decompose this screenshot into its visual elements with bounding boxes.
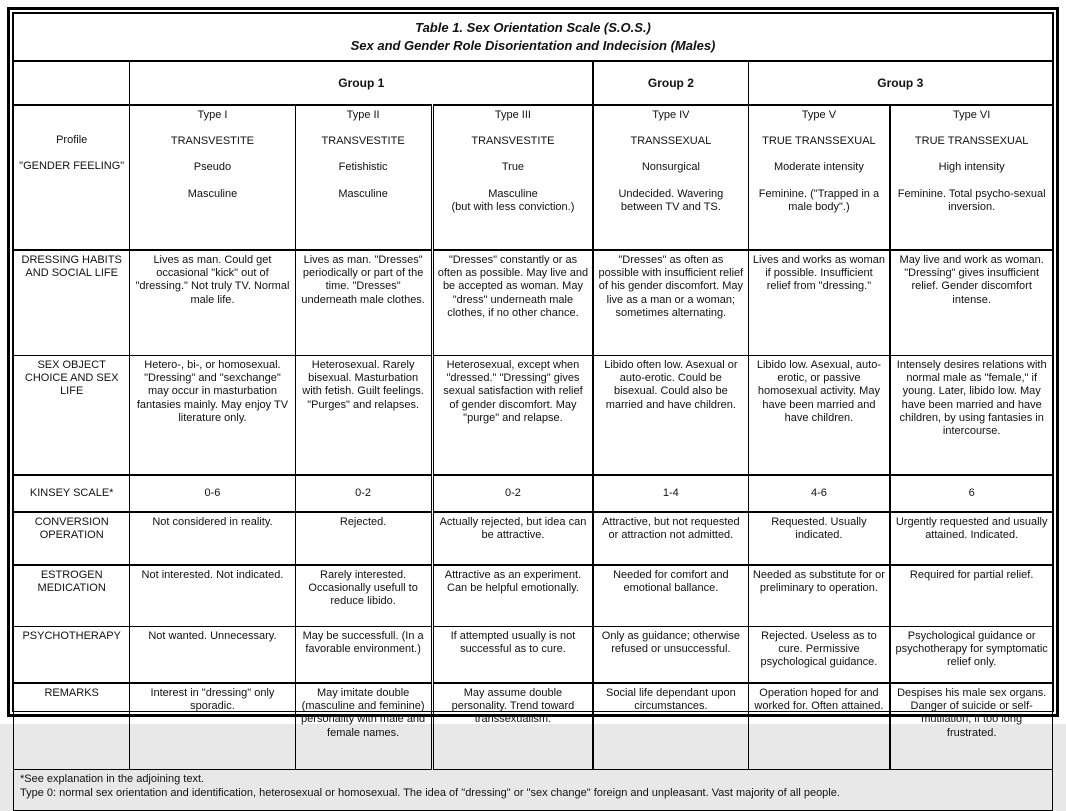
body-cell: 6 <box>890 475 1052 512</box>
body-cell: Libido low. Asexual, auto-erotic, or passive homosexual activity. May have been married and have children. <box>748 356 890 476</box>
row-kinsey-scale <box>14 475 1053 512</box>
type-feeling: Masculine <box>488 187 538 200</box>
body-cell: May assume double personality. Trend toward transsexualism. <box>432 683 593 770</box>
body-cell: Libido often low. Asexual or auto-erotic. Could be bisexual. Could also be married and have children. <box>593 356 748 476</box>
type-header-4 <box>593 105 748 250</box>
type-name: TRANSVESTITE <box>321 135 405 148</box>
type-feeling: Feminine. Total psycho-sexual inversion. <box>897 187 1046 213</box>
row-conversion-operation <box>14 512 1053 565</box>
body-cell: Operation hoped for and worked for. Often attained. <box>748 683 890 770</box>
table-title-cell <box>14 14 1053 62</box>
body-cell: Attractive as an experiment. Can be helpful emotionally. <box>432 565 593 627</box>
row-label: SEX OBJECT CHOICE AND SEX LIFE <box>14 356 130 476</box>
body-cell: May imitate double (masculine and feminine) personality with male and female names. <box>295 683 432 770</box>
row-label: REMARKS <box>14 683 130 770</box>
body-cell: 1-4 <box>593 475 748 512</box>
type-header-row <box>14 105 1053 250</box>
row-remarks <box>14 683 1053 770</box>
body-cell: Heterosexual. Rarely bisexual. Masturbation with fetish. Guilt feelings. "Purges" and relapses. <box>295 356 432 476</box>
footnote-type0: Type 0: normal sex orientation and identification, heterosexual or homosexual. The idea of "dressing" or "sex change" foreign and unpleasant. Vast majority of all people. <box>20 787 840 800</box>
table-title-line1: Table 1. Sex Orientation Scale (S.O.S.) <box>415 20 651 36</box>
type-header-2 <box>295 105 432 250</box>
outer-border-frame <box>7 7 1059 800</box>
sos-table <box>13 13 1053 811</box>
body-cell: 0-6 <box>130 475 295 512</box>
type-number: Type I <box>197 109 228 121</box>
type-feeling-2: (but with less conviction.) <box>451 200 575 213</box>
body-cell: 4-6 <box>748 475 890 512</box>
type-header-6 <box>890 105 1052 250</box>
type-subtype: True <box>501 161 525 174</box>
type-subtype: Fetishistic <box>338 161 388 174</box>
inner-border-frame <box>12 12 1054 800</box>
body-cell: "Dresses" constantly or as often as possible. May live and be accepted as woman. May "dress" underneath male clothes, if no other chance. <box>432 250 593 356</box>
body-cell: Actually rejected, but idea can be attractive. <box>432 512 593 565</box>
type-feeling: Masculine <box>187 187 238 200</box>
body-cell: Attractive, but not requested or attraction not admitted. <box>593 512 748 565</box>
body-cell: Heterosexual, except when "dressed." "Dressing" gives sexual satisfaction with relief of gender discomfort. May "purge" and relapse. <box>432 356 593 476</box>
body-cell: Rejected. <box>295 512 432 565</box>
body-cell: Despises his male sex organs. Danger of suicide or self-mutilation, if too long frustrated. <box>890 683 1052 770</box>
body-cell: Social life dependant upon circumstances. <box>593 683 748 770</box>
footnote-cell <box>14 770 1053 811</box>
row-label: ESTROGEN MEDICATION <box>14 565 130 627</box>
body-cell: May live and work as woman. "Dressing" gives insufficient relief. Gender discomfort intense. <box>890 250 1052 356</box>
body-cell: "Dresses" as often as possible with insufficient relief of his gender discomfort. May live as a man or a woman; sometimes alternating. <box>593 250 748 356</box>
row-psychotherapy <box>14 627 1053 684</box>
type-feeling: Masculine <box>338 187 388 200</box>
type-name: TRUE TRANSSEXUAL <box>914 135 1029 148</box>
body-cell: Only as guidance; otherwise refused or unsuccessful. <box>593 627 748 684</box>
group-header-row <box>14 61 1053 105</box>
body-cell: Lives and works as woman if possible. Insufficient relief from "dressing." <box>748 250 890 356</box>
gender-feeling-label: "GENDER FEELING" <box>19 160 125 173</box>
body-cell: Psychological guidance or psychotherapy for symptomatic relief only. <box>890 627 1052 684</box>
type-header-1 <box>130 105 295 250</box>
row-estrogen-medication <box>14 565 1053 627</box>
type-header-3 <box>432 105 593 250</box>
type-subtype: High intensity <box>938 161 1005 174</box>
profile-label: Profile <box>56 134 88 146</box>
body-cell: May be successfull. (In a favorable environment.) <box>295 627 432 684</box>
body-cell: Not considered in reality. <box>130 512 295 565</box>
type-number: Type VI <box>953 109 991 121</box>
row-label: DRESSING HABITS AND SOCIAL LIFE <box>14 250 130 356</box>
type-number: Type V <box>801 109 837 121</box>
type-subtype: Nonsurgical <box>641 161 700 174</box>
body-cell: Needed for comfort and emotional ballance. <box>593 565 748 627</box>
body-cell: Needed as substitute for or preliminary to operation. <box>748 565 890 627</box>
row-dressing-habits <box>14 250 1053 356</box>
body-cell: Lives as man. Could get occasional "kick" out of "dressing." Not truly TV. Normal male life. <box>130 250 295 356</box>
type-name: TRANSVESTITE <box>170 135 255 148</box>
type-header-5 <box>748 105 890 250</box>
body-cell: Intensely desires relations with normal male as "female," if young. Later, libido low. May have been married and have children, by using fantasies in intercourse. <box>890 356 1052 476</box>
type-subtype: Moderate intensity <box>773 161 864 174</box>
body-cell: Rarely interested. Occasionally usefull to reduce libido. <box>295 565 432 627</box>
body-cell: Interest in "dressing" only sporadic. <box>130 683 295 770</box>
body-cell: 0-2 <box>432 475 593 512</box>
type-feeling: Feminine. ("Trapped in a male body".) <box>758 187 880 213</box>
body-cell: Lives as man. "Dresses" periodically or part of the time. "Dresses" underneath male clothes. <box>295 250 432 356</box>
type-number: Type II <box>346 109 380 121</box>
type-number: Type III <box>494 109 531 121</box>
row-label: CONVERSION OPERATION <box>14 512 130 565</box>
footnote-asterisk: *See explanation in the adjoining text. <box>20 773 205 785</box>
body-cell: Urgently requested and usually attained. Indicated. <box>890 512 1052 565</box>
body-cell: Not wanted. Unnecessary. <box>130 627 295 684</box>
type-number: Type IV <box>652 109 690 121</box>
row-label: KINSEY SCALE* <box>14 475 130 512</box>
group-3-header: Group 3 <box>748 61 1052 105</box>
body-cell: 0-2 <box>295 475 432 512</box>
type-feeling: Undecided. Wavering between TV and TS. <box>618 187 724 213</box>
title-row <box>14 14 1053 62</box>
table-title-line2: Sex and Gender Role Disorientation and Indecision (Males) <box>350 38 716 53</box>
profile-header-cell <box>14 105 130 250</box>
row-sex-object-choice <box>14 356 1053 476</box>
group-2-header: Group 2 <box>593 61 748 105</box>
type-name: TRANSSEXUAL <box>630 135 712 148</box>
group-1-header: Group 1 <box>130 61 593 105</box>
body-cell: If attempted usually is not successful as to cure. <box>432 627 593 684</box>
type-name: TRUE TRANSSEXUAL <box>762 135 876 148</box>
row-label: PSYCHOTHERAPY <box>14 627 130 684</box>
body-cell: Requested. Usually indicated. <box>748 512 890 565</box>
body-cell: Rejected. Useless as to cure. Permissive psychological guidance. <box>748 627 890 684</box>
body-cell: Required for partial relief. <box>890 565 1052 627</box>
type-subtype: Pseudo <box>193 161 232 174</box>
body-cell: Not interested. Not indicated. <box>130 565 295 627</box>
group-row-empty-cell <box>14 61 130 105</box>
body-cell: Hetero-, bi-, or homosexual. "Dressing" and "sexchange" may occur in masturbation fantasies mainly. May enjoy TV literature only. <box>130 356 295 476</box>
type-name: TRANSVESTITE <box>471 135 555 148</box>
footnote-row <box>14 770 1053 811</box>
